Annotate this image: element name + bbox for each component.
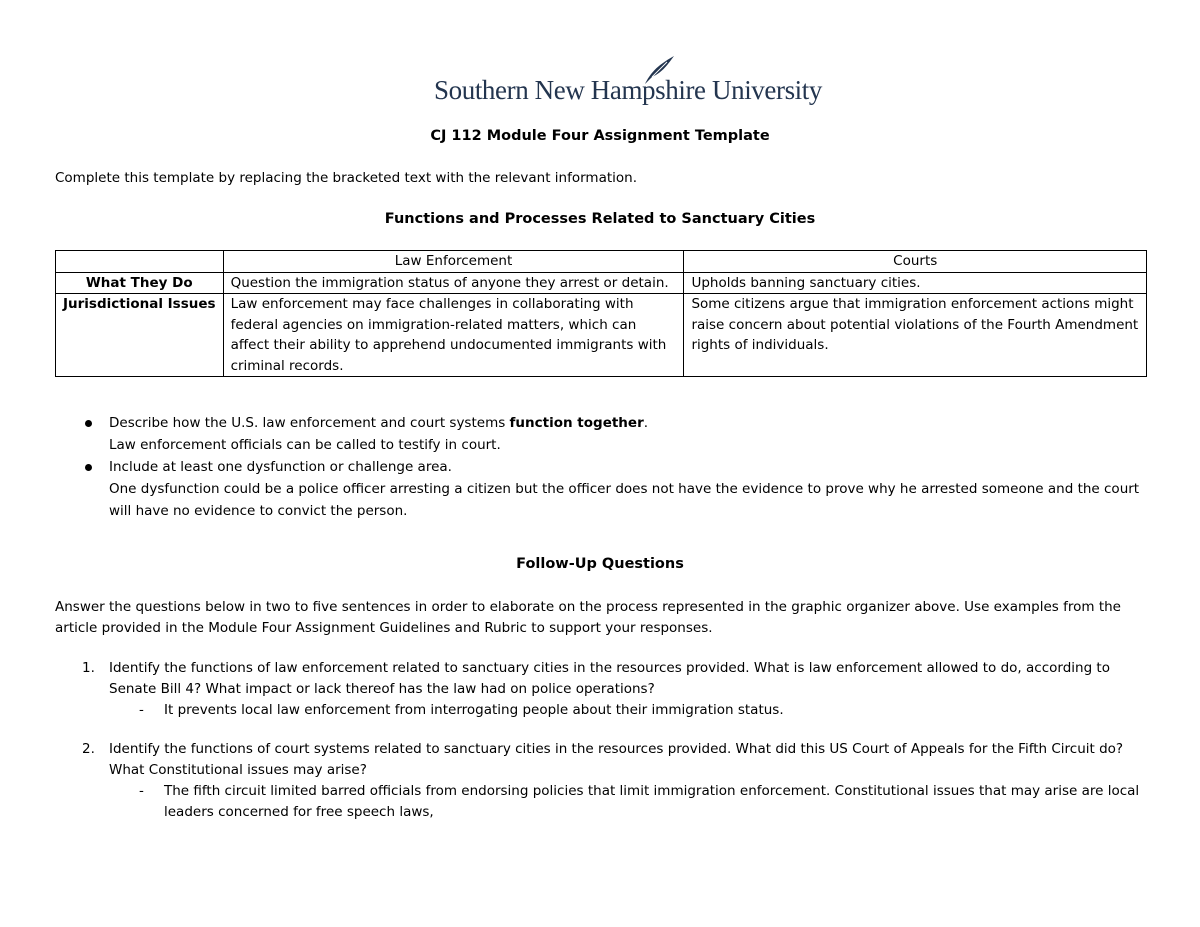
- bullet-answer: One dysfunction could be a police officer arresting a citizen but the officer does not have the evidence to prove why he arrested someone and the court will have no evidence to convict the person.: [109, 481, 1140, 519]
- bullet-icon: [85, 464, 92, 471]
- answer-row: [55, 700, 1145, 721]
- bullet-list: [55, 412, 1155, 522]
- table-cell: Upholds banning sanctuary cities.: [684, 272, 1147, 294]
- dash-marker: -: [139, 783, 144, 799]
- follow-up-title: Follow-Up Questions: [516, 556, 684, 572]
- list-item: [55, 412, 1155, 456]
- table-header-empty: [56, 251, 224, 273]
- logo-wordmark: Southern New Hampshire University: [434, 75, 822, 105]
- bullet-icon: [85, 420, 92, 427]
- row-label-what-they-do: What They Do: [56, 272, 224, 294]
- bullet-prompt-text: Describe how the U.S. law enforcement and court systems: [109, 415, 510, 431]
- row-label-jurisdictional-issues: Jurisdictional Issues: [56, 294, 224, 377]
- table-header-law-enforcement: Law Enforcement: [223, 251, 684, 273]
- table-header-row: [56, 251, 1147, 273]
- bullet-prompt: Include at least one dysfunction or challenge area.: [109, 459, 452, 475]
- question-text: Identify the functions of court systems related to sanctuary cities in the resources provided. What did this US Court of Appeals for the Fifth Circuit do? What Constitutional issues may arise?: [109, 741, 1124, 778]
- bullet-prompt-suffix: .: [643, 415, 649, 431]
- question-number: 1.: [82, 660, 95, 676]
- functions-table: [55, 250, 1147, 377]
- question-2: [55, 739, 1145, 823]
- question-text: Identify the functions of law enforcement related to sanctuary cities in the resources provided. What is law enforcement allowed to do, according to Senate Bill 4? What impact or lack thereof has the law had on police operations?: [109, 660, 1110, 697]
- instructions-text: Complete this template by replacing the bracketed text with the relevant information.: [55, 170, 638, 186]
- bullet-answer: Law enforcement officials can be called to testify in court.: [109, 437, 501, 453]
- answer-row: [55, 781, 1145, 823]
- question-row: [55, 658, 1145, 700]
- university-logo: [434, 55, 822, 107]
- table-cell: Some citizens argue that immigration enforcement actions might raise concern about potential violations of the Fourth Amendment rights of individuals.: [684, 294, 1147, 377]
- bullet-prompt: [109, 412, 1155, 434]
- answer-text: The fifth circuit limited barred officials from endorsing policies that limit immigration enforcement. Constitutional issues that may arise are local leaders concerned for free speech laws,: [164, 783, 1140, 820]
- dash-marker: -: [139, 702, 144, 718]
- section-title: Functions and Processes Related to Sanctuary Cities: [384, 211, 816, 227]
- list-item: [55, 456, 1155, 522]
- table-row: [56, 294, 1147, 377]
- answer-text: It prevents local law enforcement from interrogating people about their immigration status.: [164, 702, 784, 718]
- follow-up-intro: Answer the questions below in two to five sentences in order to elaborate on the process represented in the graphic organizer above. Use examples from the article provided in the Module Four Assignment Guidelines and Rubric to support your responses.: [55, 599, 1121, 636]
- bullet-prompt-bold: function together: [509, 415, 644, 431]
- question-1: [55, 658, 1145, 721]
- table-cell: Law enforcement may face challenges in collaborating with federal agencies on immigration-related matters, which can affect their ability to apprehend undocumented immigrants with criminal records.: [223, 294, 684, 377]
- page-title: CJ 112 Module Four Assignment Template: [430, 128, 770, 144]
- question-number: 2.: [82, 741, 95, 757]
- question-row: [55, 739, 1145, 781]
- table-row: [56, 272, 1147, 294]
- table-cell: Question the immigration status of anyone they arrest or detain.: [223, 272, 684, 294]
- table-header-courts: Courts: [684, 251, 1147, 273]
